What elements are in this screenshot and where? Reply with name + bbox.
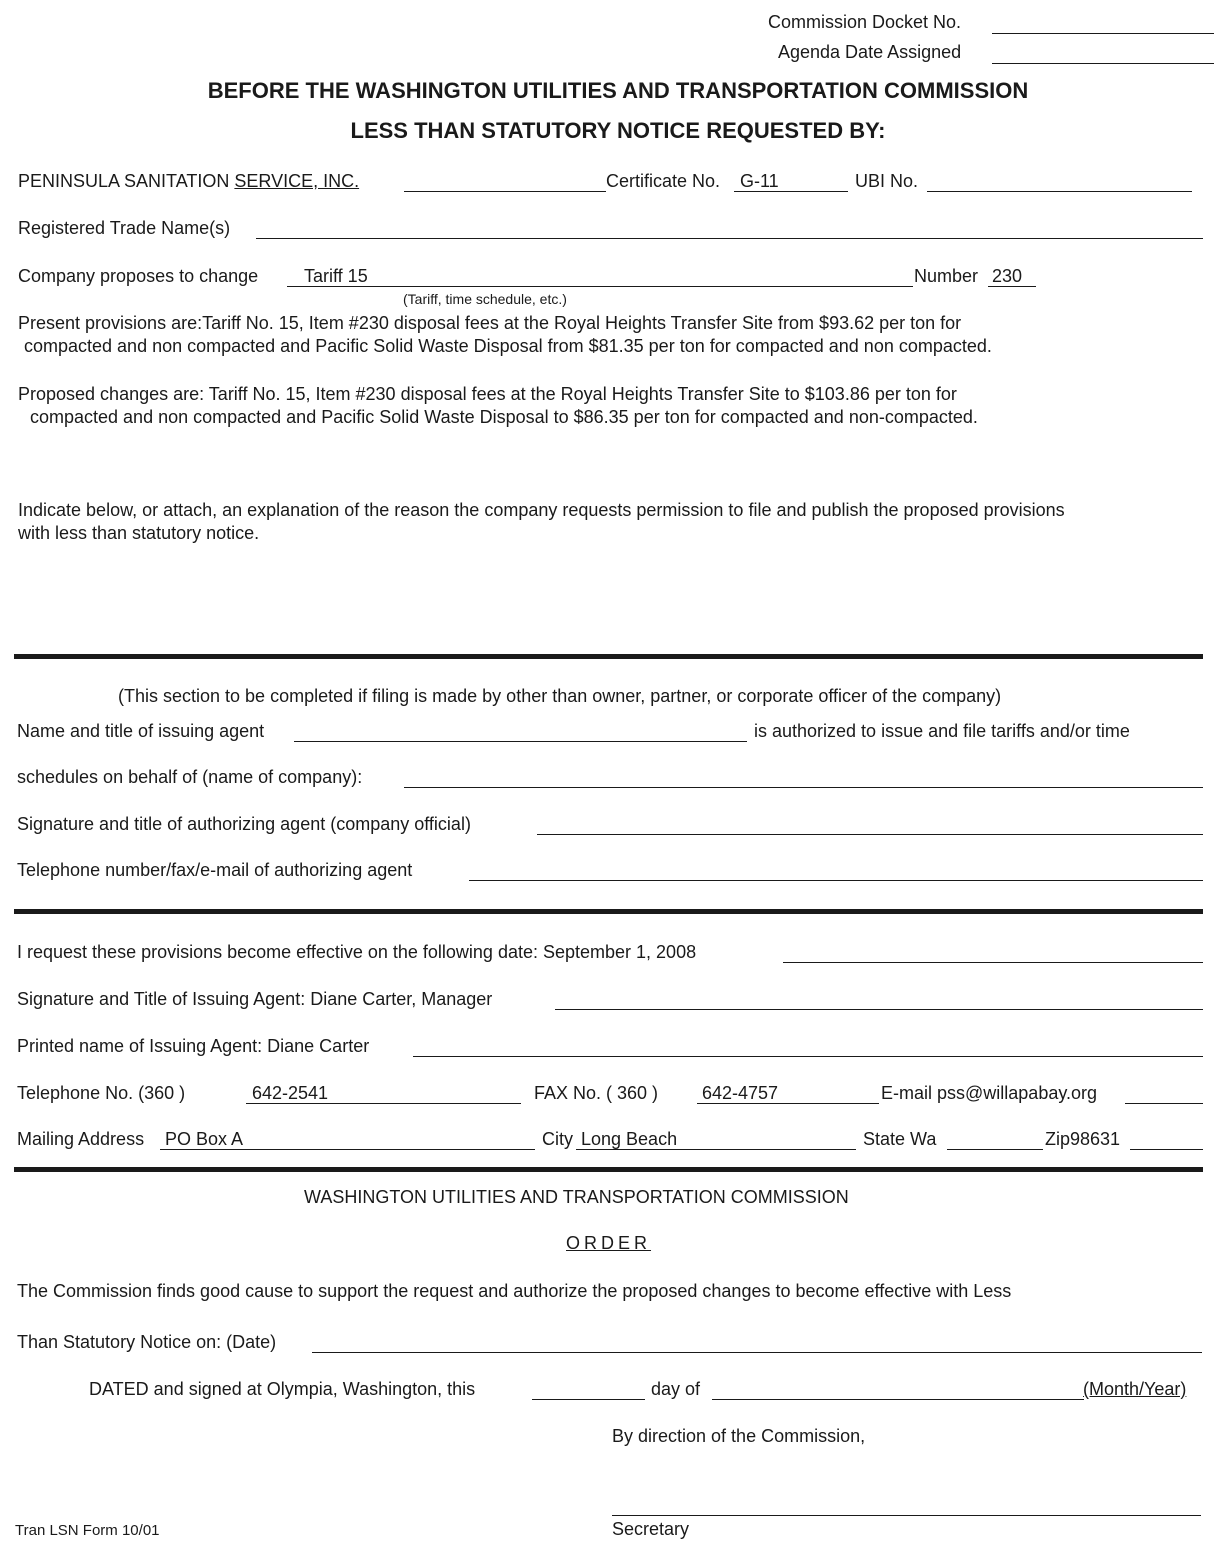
change-label: Company proposes to change — [18, 266, 259, 286]
authorizing-signature-field[interactable] — [537, 834, 1203, 835]
secretary-signature-field[interactable] — [612, 1515, 1201, 1516]
email-field[interactable] — [1125, 1103, 1203, 1104]
trade-name-label: Registered Trade Name(s) — [18, 218, 231, 238]
email-label: E-mail pss@willapabay.org — [881, 1083, 1098, 1103]
on-behalf-label: schedules on behalf of (name of company): — [17, 767, 363, 787]
section-divider — [14, 1167, 1203, 1172]
state-field[interactable] — [947, 1149, 1043, 1150]
authorized-text: is authorized to issue and file tariffs and/or time — [754, 721, 1130, 741]
city-label: City — [542, 1129, 573, 1149]
zip-label: Zip98631 — [1045, 1129, 1121, 1149]
mailing-address-field[interactable] — [160, 1149, 535, 1150]
ubi-label: UBI No. — [855, 171, 919, 191]
order-date-field[interactable] — [312, 1352, 1202, 1353]
agenda-label: Agenda Date Assigned — [778, 42, 962, 62]
printed-name-label: Printed name of Issuing Agent: Diane Carter — [17, 1036, 370, 1056]
day-of-label: day of — [651, 1379, 701, 1399]
by-direction-text: By direction of the Commission, — [612, 1426, 866, 1446]
issuing-agent-label: Name and title of issuing agent — [17, 721, 265, 741]
number-label: Number — [914, 266, 979, 286]
mailing-address-value: PO Box A — [165, 1129, 244, 1149]
company-name: PENINSULA SANITATION SERVICE, INC. — [18, 171, 360, 191]
section-divider — [14, 909, 1203, 914]
state-label: State Wa — [863, 1129, 937, 1149]
telephone-value: 642-2541 — [252, 1083, 329, 1103]
explanation-line1: Indicate below, or attach, an explanation of the reason the company requests permission to file and publish the proposed provisions — [18, 500, 1065, 520]
agenda-field[interactable] — [992, 63, 1214, 64]
authorizing-phone-field[interactable] — [469, 880, 1203, 881]
secretary-label: Secretary — [612, 1519, 690, 1539]
dated-label: DATED and signed at Olympia, Washington, this — [89, 1379, 476, 1399]
order-finds-text: The Commission finds good cause to support the request and authorize the proposed changes to become effective with Less — [17, 1281, 1012, 1301]
authorizing-phone-label: Telephone number/fax/e-mail of authorizing agent — [17, 860, 413, 880]
on-behalf-field[interactable] — [404, 787, 1203, 788]
issuing-agent-field[interactable] — [294, 741, 747, 742]
explanation-line2: with less than statutory notice. — [18, 523, 260, 543]
change-value: Tariff 15 — [304, 266, 368, 286]
company-name-line — [404, 191, 606, 192]
present-provisions-line2: compacted and non compacted and Pacific Solid Waste Disposal from $81.35 per ton for compacted and non compacted. — [24, 336, 992, 356]
section-divider — [14, 654, 1203, 659]
fax-value: 642-4757 — [702, 1083, 779, 1103]
trade-name-field[interactable] — [256, 238, 1203, 239]
mailing-address-label: Mailing Address — [17, 1129, 145, 1149]
zip-field[interactable] — [1130, 1149, 1203, 1150]
proposed-changes-line2: compacted and non compacted and Pacific Solid Waste Disposal to $86.35 per ton for compacted and non-compacted. — [30, 407, 978, 427]
change-field[interactable] — [287, 286, 913, 287]
proposed-changes-line1: Proposed changes are: Tariff No. 15, Item #230 disposal fees at the Royal Heights Transfer Site to $103.86 per ton for — [18, 384, 957, 404]
form-subtitle: LESS THAN STATUTORY NOTICE REQUESTED BY: — [350, 118, 886, 143]
issuing-signature-field[interactable] — [555, 1009, 1203, 1010]
city-field[interactable] — [576, 1149, 856, 1150]
ubi-field[interactable] — [927, 191, 1192, 192]
month-year-label: (Month/Year) — [1083, 1379, 1187, 1399]
fax-label: FAX No. ( 360 ) — [534, 1083, 659, 1103]
change-hint: (Tariff, time schedule, etc.) — [403, 291, 567, 307]
docket-field[interactable] — [992, 33, 1214, 34]
authorizing-signature-label: Signature and title of authorizing agent (company official) — [17, 814, 471, 834]
certificate-value: G-11 — [740, 171, 779, 191]
telephone-label: Telephone No. (360 ) — [17, 1083, 186, 1103]
certificate-label: Certificate No. — [606, 171, 721, 191]
fax-field[interactable] — [697, 1103, 879, 1104]
form-id: Tran LSN Form 10/01 — [15, 1522, 160, 1539]
order-title: ORDER — [566, 1233, 652, 1253]
telephone-field[interactable] — [246, 1103, 521, 1104]
month-year-field[interactable] — [712, 1399, 1084, 1400]
number-field[interactable] — [988, 286, 1036, 287]
form-title: BEFORE THE WASHINGTON UTILITIES AND TRANSPORTATION COMMISSION — [207, 78, 1029, 103]
issuing-signature-label: Signature and Title of Issuing Agent: Diane Carter, Manager — [17, 989, 493, 1009]
dated-day-field[interactable] — [532, 1399, 645, 1400]
effective-date-field[interactable] — [783, 962, 1203, 963]
certificate-field[interactable] — [734, 191, 848, 192]
city-value: Long Beach — [581, 1129, 678, 1149]
agent-section-note: (This section to be completed if filing is made by other than owner, partner, or corporate officer of the company) — [118, 686, 1002, 706]
docket-label: Commission Docket No. — [768, 12, 962, 32]
number-value: 230 — [992, 266, 1023, 286]
order-commission-heading: WASHINGTON UTILITIES AND TRANSPORTATION COMMISSION — [304, 1187, 849, 1207]
effective-date-label: I request these provisions become effective on the following date: September 1, 2008 — [17, 942, 697, 962]
printed-name-field[interactable] — [413, 1056, 1203, 1057]
present-provisions-line1: Present provisions are:Tariff No. 15, Item #230 disposal fees at the Royal Heights Transfer Site from $93.62 per ton for — [18, 313, 962, 333]
order-date-label: Than Statutory Notice on: (Date) — [17, 1332, 277, 1352]
